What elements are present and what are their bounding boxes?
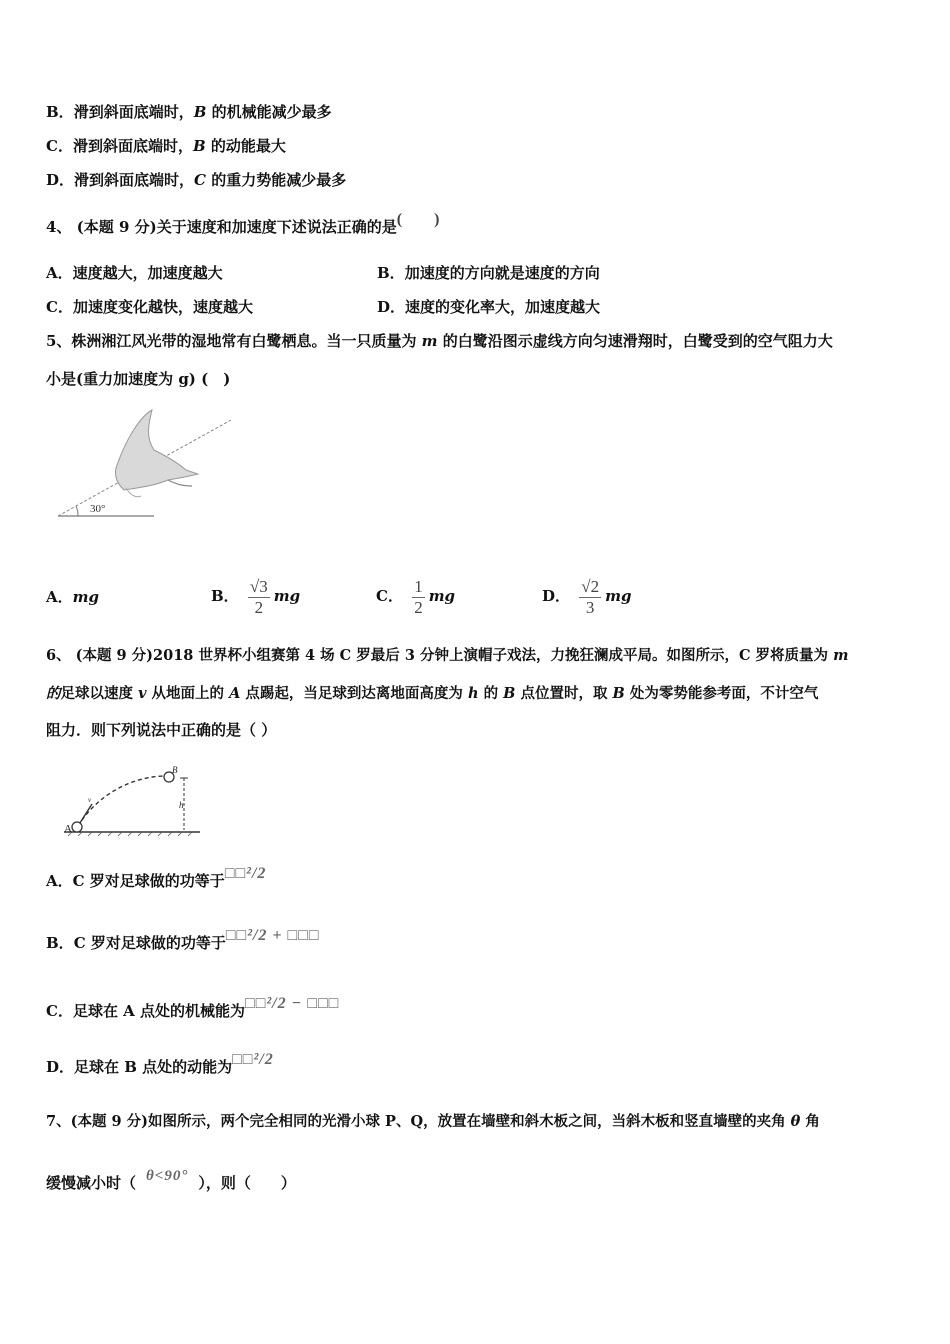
q5-option-d: D． $\frac{√2}{3}$ mg	[542, 576, 632, 617]
q3-option-c: C．滑到斜面底端时，B 的动能最大	[46, 137, 286, 155]
q4-option-c: C．加速度变化越快，速度越大	[46, 298, 253, 316]
ball-at-a-icon	[72, 822, 82, 832]
q7-stem-line1: 7、(本题 9 分)如图所示，两个完全相同的光滑小球 P、Q，放置在墙壁和斜木板之间，当斜木板和竖直墙壁的夹角 θ 角	[46, 1113, 820, 1130]
q4-option-a: A．速度越大，加速度越大	[46, 264, 223, 282]
q5-option-a: A．mg	[46, 588, 100, 606]
q5-option-c: C． $\frac{1}{2}$ mg	[376, 576, 456, 617]
q3-option-d: D．滑到斜面底端时，C 的重力势能减少最多	[46, 171, 347, 189]
fraction-b: $\frac{√3}{2}$	[249, 576, 268, 617]
q5-stem-line1: 5、株洲湘江风光带的湿地常有白鹭栖息。当一只质量为 m 的白鹭沿图示虚线方向匀速滑翔时，白鹭受到的空气阻力大	[46, 332, 833, 350]
svg-text:A: A	[64, 823, 72, 835]
fraction-c: $\frac{1}{2}$	[414, 576, 423, 617]
fraction-d: $\frac{√2}{3}$	[581, 576, 600, 617]
svg-text:B: B	[172, 765, 178, 775]
q4-option-d: D．速度的变化率大，加速度越大	[377, 298, 601, 316]
q6-option-a: A．C 罗对足球做的功等于□□²/2	[46, 865, 267, 890]
q6-stem-line3: 阻力．则下列说法中正确的是（ ）	[46, 721, 277, 739]
svg-text:v: v	[88, 796, 92, 804]
football-figure	[58, 764, 204, 840]
q7-stem-line2: 缓慢减小时（ θ<90° ），则（ ）	[46, 1168, 296, 1192]
q3-option-b: B．滑到斜面底端时，B 的机械能减少最多	[46, 103, 332, 121]
svg-text:h: h	[179, 800, 184, 810]
q6-stem-line1: 6、 (本题 9 分)2018 世界杯小组赛第 4 场 C 罗最后 3 分钟上演帽子戏法，力挽狂澜成平局。如图所示，C 罗将质量为 m	[46, 647, 849, 664]
q6-option-c: C．足球在 A 点处的机械能为□□²/2 − □□□	[46, 995, 340, 1020]
q6-option-d: D．足球在 B 点处的动能为□□²/2	[46, 1051, 274, 1076]
q5-stem-line2: 小是(重力加速度为 g) ( )	[46, 370, 231, 388]
angle-label: 30°	[90, 503, 106, 515]
q6-stem-line2: 的足球以速度 v 从地面上的 A 点踢起，当足球到达离地面高度为 h 的 B 点位置时，取 B 处为零势能参考面，不计空气	[46, 685, 819, 702]
q4-stem: 4、 (本题 9 分)关于速度和加速度下述说法正确的是( )	[46, 211, 440, 236]
q5-option-b: B． $\frac{√3}{2}$ mg	[211, 576, 301, 617]
q6-option-b: B．C 罗对足球做的功等于□□²/2 + □□□	[46, 927, 320, 952]
q4-option-b: B．加速度的方向就是速度的方向	[377, 264, 600, 282]
egret-bird-icon	[115, 410, 198, 497]
egret-figure	[56, 408, 236, 520]
